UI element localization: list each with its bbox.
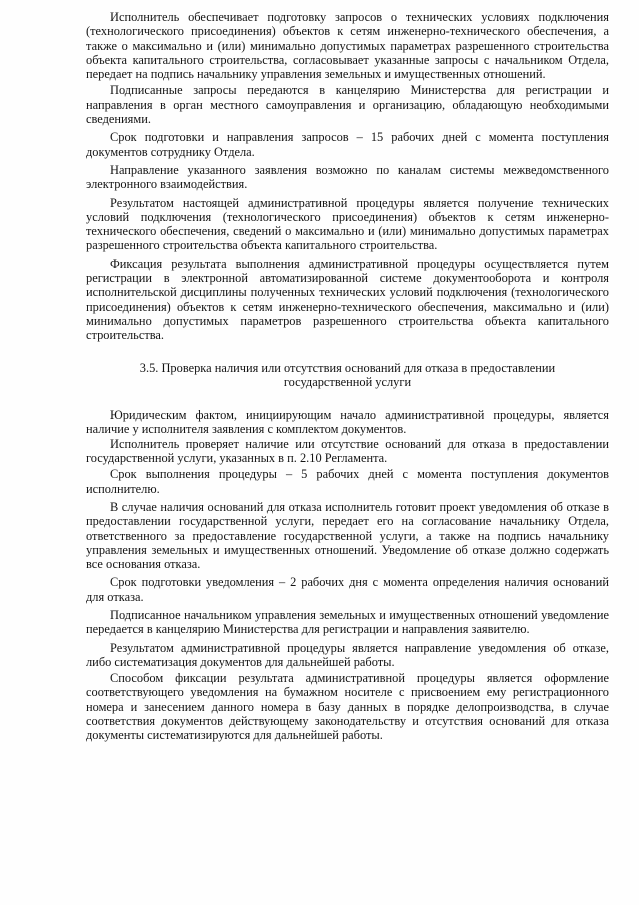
paragraph-request-preparation: Исполнитель обеспечивает подготовку запросов о технических условиях подключения (технологического присоединения) объектов к сетям инженерно-технического обеспечения, а также о максимально и (или) минимально допустимых параметрах разрешенного строительства объекта капитального строительства, согласовывает указанные запросы с начальником Отдела, передает на подпись начальнику управления земельных и имущественных отношений.	[86, 10, 609, 82]
paragraph-check-deadline: Срок выполнения процедуры – 5 рабочих дней с момента поступления документов исполнителю.	[86, 467, 609, 496]
paragraph-grounds-check: Исполнитель проверяет наличие или отсутствие оснований для отказа в предоставлении государственной услуги, указанных в п. 2.10 Регламента.	[86, 436, 609, 466]
paragraph-outcome-recording: Способом фиксации результата административной процедуры является оформление соответствующего уведомления на бумажном носителе с присвоением ему регистрационного номера и занесением данного номера в базу данных в порядке делопроизводства, в случае соответствия документов действующему законодательству и отсутствия оснований для отказа документы систематизируются для дальнейшей работы.	[86, 671, 609, 743]
paragraph-result-recording: Фиксация результата выполнения административной процедуры осуществляется путем регистрации в электронной автоматизированной системе документооборота и контроля исполнительской дисциплины полученных технических условий подключения (технологического присоединения) объектов к сетям инженерно-технического обеспечения, максимально и (или) минимально допустимых параметров разрешенного строительства объекта капитального строительства.	[86, 256, 609, 343]
section-3-4-body	[86, 10, 609, 343]
section-3-5-body	[86, 408, 609, 743]
paragraph-refusal-notice-preparation: В случае наличия оснований для отказа исполнитель готовит проект уведомления об отказе в предоставлении государственной услуги, передает его на согласование начальнику Отдела, ответственного за предоставление государственной услуги, а также на подпись начальнику управления земельных и имущественных отношений. Уведомление об отказе должно содержать все основания отказа.	[86, 499, 609, 572]
section-heading-line-1: 3.5. Проверка наличия или отсутствия оснований для отказа в предоставлении	[139, 360, 556, 375]
section-heading-line-2: государственной услуги	[283, 374, 412, 389]
paragraph-legal-fact: Юридическим фактом, инициирующим начало административной процедуры, является наличие у исполнителя заявления с комплектом документов.	[86, 408, 609, 437]
paragraph-notice-deadline: Срок подготовки уведомления – 2 рабочих дня с момента определения наличия оснований для отказа.	[86, 575, 609, 604]
paragraph-request-deadline: Срок подготовки и направления запросов – 15 рабочих дней с момента поступления документов сотруднику Отдела.	[86, 130, 609, 159]
paragraph-procedure-result: Результатом настоящей административной процедуры является получение технических условий подключения (технологического присоединения) объектов к сетям инженерно-технического обеспечения, сведений о максимально и (или) минимально допустимых параметрах разрешенного строительства объекта капитального строительства.	[86, 195, 609, 253]
paragraph-interagency-channel: Направление указанного заявления возможно по каналам системы межведомственного электронного взаимодействия.	[86, 162, 609, 192]
section-heading	[86, 361, 609, 390]
paragraph-notice-registration: Подписанное начальником управления земельных и имущественных отношений уведомление передается в канцелярию Министерства для регистрации и направления заявителю.	[86, 607, 609, 637]
paragraph-procedure-outcome: Результатом административной процедуры является направление уведомления об отказе, либо систематизация документов для дальнейшей работы.	[86, 640, 609, 669]
paragraph-request-registration: Подписанные запросы передаются в канцелярию Министерства для регистрации и направления в орган местного самоуправления и организацию, обладающую необходимыми сведениями.	[86, 83, 609, 127]
